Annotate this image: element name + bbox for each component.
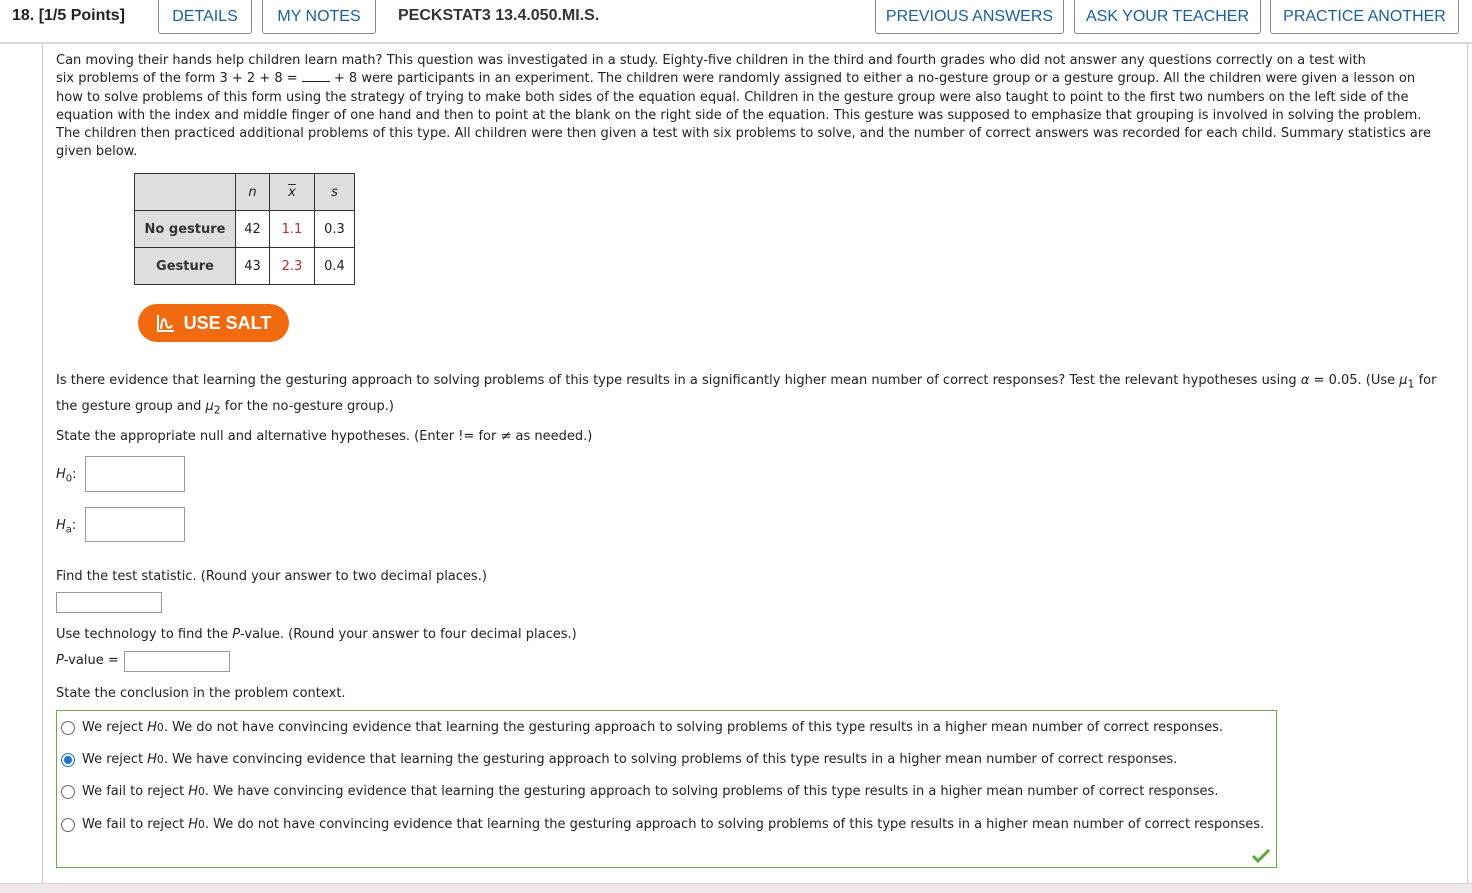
test-statistic-input[interactable] <box>56 592 162 613</box>
question-code: PECKSTAT3 13.4.050.MI.S. <box>398 7 600 24</box>
radio-button[interactable] <box>61 785 75 799</box>
radio-button-selected[interactable] <box>61 753 75 767</box>
use-salt-button[interactable]: USE SALT <box>138 304 289 342</box>
cell-xbar: 2.3 <box>270 248 315 285</box>
ha-label: $H_a$: <box>56 518 77 536</box>
intro-paragraph: Can moving their hands help children learn math? This question was investigated in a study. Eighty-five children in the third and fourth grades who did not answer any questions correctly on a test with six problems of the form 3 + 2 + 8 = + 8 were participants in an experiment. The children were randomly assigned to either a no-gesture group or a gesture group. All the children were given a lesson on how to solve problems of this form using the strategy of trying to make both sides of the equation equal. Children in the gesture group were also taught to point to the first two numbers on the left side of the equation with the index and middle finger of one hand and then to point at the blank on the right side of the equation. This gesture was supposed to emphasize that grouping is involved in solving the problem. The children then practiced additional problems of this type. All children were then given a test with six problems to solve, and the number of correct answers was recorded for each child. Summary statistics are given below. <box>56 53 1431 160</box>
conclusion-instruction: State the conclusion in the problem context. <box>56 686 346 701</box>
hypothesis-question: Is there evidence that learning the gesturing approach to solving problems of this type results in a significantly higher mean number of correct responses? Test the relevant hypotheses using α = 0.05. (Use $\mu_1$ for the gesture group and $\mu_2$ for the no-gesture group.) <box>56 373 1437 417</box>
ask-teacher-button[interactable]: ASK YOUR TEACHER <box>1074 0 1261 34</box>
points-label: [1/5 Points] <box>38 7 125 24</box>
cell-s: 0.3 <box>315 211 355 248</box>
h0-input[interactable] <box>85 456 185 492</box>
my-notes-button[interactable]: MY NOTES <box>262 0 376 34</box>
conclusion-choices <box>56 710 1277 868</box>
row-label: Gesture <box>135 248 236 285</box>
cell-n: 42 <box>236 211 270 248</box>
details-button[interactable]: DETAILS <box>158 0 252 34</box>
ha-input[interactable] <box>85 507 185 542</box>
choice-option-1[interactable]: We reject H 0 . We do not have convincing evidence that learning the gesturing approach to solving problems of this type results in a higher mean number of correct responses. <box>61 720 1223 735</box>
h0-label: $H_0$: <box>56 467 77 485</box>
choice-option-4[interactable]: We fail to reject H 0 . We do not have convincing evidence that learning the gesturing approach to solving problems of this type results in a higher mean number of correct responses. <box>61 817 1264 832</box>
pvalue-input[interactable] <box>124 651 230 672</box>
hypotheses-instruction: State the appropriate null and alternative hypotheses. (Enter != for ≠ as needed.) <box>56 429 593 444</box>
checkmark-icon <box>1252 849 1270 863</box>
pvalue-instruction: Use technology to find the P-value. (Round your answer to four decimal places.) <box>56 627 577 642</box>
header-n: n <box>236 174 270 211</box>
bottom-divider <box>0 883 1472 893</box>
cell-n: 43 <box>236 248 270 285</box>
practice-another-button[interactable]: PRACTICE ANOTHER <box>1270 0 1459 34</box>
pvalue-label: P-value = <box>56 653 119 668</box>
previous-answers-button[interactable]: PREVIOUS ANSWERS <box>875 0 1064 34</box>
choice-option-3[interactable]: We fail to reject H 0 . We have convincing evidence that learning the gesturing approach to solving problems of this type results in a higher mean number of correct responses. <box>61 784 1218 799</box>
row-label: No gesture <box>135 211 236 248</box>
choice-option-2[interactable]: We reject H 0 . We have convincing evidence that learning the gesturing approach to solving problems of this type results in a higher mean number of correct responses. <box>61 752 1177 767</box>
cell-s: 0.4 <box>315 248 355 285</box>
summary-stats-table <box>134 173 355 285</box>
radio-button[interactable] <box>61 721 75 735</box>
cell-xbar: 1.1 <box>270 211 315 248</box>
blank-line <box>302 71 330 82</box>
table-header-row <box>135 174 355 211</box>
table-row <box>135 211 355 248</box>
test-statistic-instruction: Find the test statistic. (Round your answer to two decimal places.) <box>56 569 487 584</box>
header-s: s <box>315 174 355 211</box>
question-header <box>0 0 1472 44</box>
salt-chart-icon <box>156 313 176 333</box>
table-row <box>135 248 355 285</box>
question-number: 18. [1/5 Points] <box>12 7 125 24</box>
header-xbar: $\overline{x}$ <box>270 174 315 211</box>
radio-button[interactable] <box>61 818 75 832</box>
table-corner <box>135 174 236 211</box>
